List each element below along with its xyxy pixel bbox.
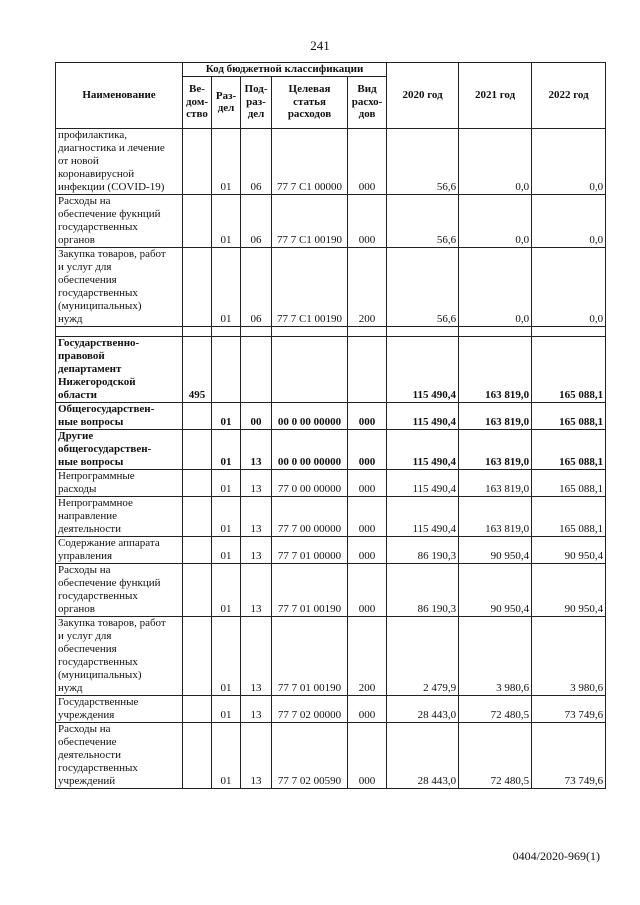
cell-y2020: 56,6 — [387, 247, 459, 326]
cell-y2022: 0,0 — [532, 194, 606, 247]
cell-razdel: 01 — [212, 536, 241, 563]
table-row — [56, 194, 606, 247]
cell-ved — [183, 536, 212, 563]
table-row — [56, 695, 606, 722]
cell-name: Общегосударствен- ные вопросы — [56, 402, 183, 429]
cell-y2022: 73 749,6 — [532, 695, 606, 722]
cell-vid: 200 — [348, 616, 387, 695]
cell-y2020: 86 190,3 — [387, 536, 459, 563]
cell-podrazdel: 06 — [241, 128, 272, 194]
cell-y2021: 163 819,0 — [459, 469, 532, 496]
cell-razdel: 01 — [212, 194, 241, 247]
cell-y2022: 0,0 — [532, 128, 606, 194]
cell-y2020: 115 490,4 — [387, 402, 459, 429]
cell-vid: 000 — [348, 722, 387, 788]
cell-ved — [183, 194, 212, 247]
cell-y2020: 115 490,4 — [387, 336, 459, 402]
cell-vid: 000 — [348, 194, 387, 247]
table-row — [56, 496, 606, 536]
cell-name: Содержание аппарата управления — [56, 536, 183, 563]
header-razdel: Раз- дел — [212, 76, 241, 128]
spacer-cell — [241, 326, 272, 336]
cell-target: 77 0 00 00000 — [272, 469, 348, 496]
table-row — [56, 429, 606, 469]
cell-name: Другие общегосударствен- ные вопросы — [56, 429, 183, 469]
cell-y2022: 165 088,1 — [532, 429, 606, 469]
cell-y2021: 163 819,0 — [459, 402, 532, 429]
cell-y2021: 163 819,0 — [459, 429, 532, 469]
cell-y2022: 90 950,4 — [532, 536, 606, 563]
cell-y2020: 86 190,3 — [387, 563, 459, 616]
cell-y2022: 165 088,1 — [532, 469, 606, 496]
spacer-cell — [183, 326, 212, 336]
table-row — [56, 616, 606, 695]
spacer-cell — [212, 326, 241, 336]
cell-ved — [183, 695, 212, 722]
table-header — [56, 63, 606, 129]
cell-podrazdel: 06 — [241, 194, 272, 247]
header-2020: 2020 год — [387, 63, 459, 129]
table-row — [56, 336, 606, 402]
cell-target: 00 0 00 00000 — [272, 429, 348, 469]
cell-y2022: 165 088,1 — [532, 496, 606, 536]
cell-y2020: 115 490,4 — [387, 429, 459, 469]
cell-name: Непрограммное направление деятельности — [56, 496, 183, 536]
cell-y2021: 90 950,4 — [459, 536, 532, 563]
cell-ved — [183, 616, 212, 695]
cell-name: Расходы на обеспечение деятельности государственных учреждений — [56, 722, 183, 788]
cell-ved — [183, 247, 212, 326]
cell-y2022: 3 980,6 — [532, 616, 606, 695]
cell-y2021: 0,0 — [459, 194, 532, 247]
cell-razdel: 01 — [212, 469, 241, 496]
spacer-cell — [348, 326, 387, 336]
table-row — [56, 722, 606, 788]
cell-name: Государственно- правовой департамент Нижегородской области — [56, 336, 183, 402]
cell-y2021: 163 819,0 — [459, 496, 532, 536]
cell-ved — [183, 722, 212, 788]
spacer-cell — [272, 326, 348, 336]
cell-name: Закупка товаров, работ и услуг для обеспечения государственных (муниципальных) нужд — [56, 247, 183, 326]
cell-target: 77 7 02 00590 — [272, 722, 348, 788]
cell-y2020: 115 490,4 — [387, 469, 459, 496]
table-row — [56, 536, 606, 563]
spacer-cell — [387, 326, 459, 336]
cell-target: 00 0 00 00000 — [272, 402, 348, 429]
cell-target: 77 7 C1 00000 — [272, 128, 348, 194]
header-2022: 2022 год — [532, 63, 606, 129]
cell-y2020: 115 490,4 — [387, 496, 459, 536]
cell-y2021: 163 819,0 — [459, 336, 532, 402]
cell-vid: 200 — [348, 247, 387, 326]
table-row — [56, 469, 606, 496]
cell-target: 77 7 01 00000 — [272, 536, 348, 563]
cell-vid: 000 — [348, 469, 387, 496]
spacer-cell — [532, 326, 606, 336]
cell-target: 77 7 C1 00190 — [272, 247, 348, 326]
cell-y2021: 0,0 — [459, 247, 532, 326]
cell-podrazdel: 13 — [241, 496, 272, 536]
cell-podrazdel: 13 — [241, 722, 272, 788]
budget-table — [55, 62, 606, 789]
cell-razdel: 01 — [212, 496, 241, 536]
cell-y2022: 0,0 — [532, 247, 606, 326]
cell-y2020: 2 479,9 — [387, 616, 459, 695]
table-row — [56, 563, 606, 616]
cell-podrazdel: 13 — [241, 536, 272, 563]
cell-name: Непрограммные расходы — [56, 469, 183, 496]
cell-vid: 000 — [348, 536, 387, 563]
header-ved: Ве- дом- ство — [183, 76, 212, 128]
cell-name: Расходы на обеспечение фукнций государственных органов — [56, 194, 183, 247]
spacer-cell — [459, 326, 532, 336]
spacer-cell — [56, 326, 183, 336]
cell-razdel: 01 — [212, 128, 241, 194]
cell-ved — [183, 128, 212, 194]
cell-target: 77 7 01 00190 — [272, 616, 348, 695]
cell-vid: 000 — [348, 402, 387, 429]
spacer-row — [56, 326, 606, 336]
table-row — [56, 128, 606, 194]
table-row — [56, 247, 606, 326]
cell-name: профилактика, диагностика и лечение от новой коронавирусной инфекции (COVID-19) — [56, 128, 183, 194]
cell-razdel: 01 — [212, 429, 241, 469]
cell-target: 77 7 00 00000 — [272, 496, 348, 536]
cell-podrazdel: 13 — [241, 563, 272, 616]
cell-podrazdel: 00 — [241, 402, 272, 429]
header-target: Целевая статья расходов — [272, 76, 348, 128]
cell-podrazdel: 13 — [241, 616, 272, 695]
cell-podrazdel: 13 — [241, 469, 272, 496]
cell-podrazdel: 13 — [241, 695, 272, 722]
cell-y2020: 28 443,0 — [387, 722, 459, 788]
cell-y2020: 56,6 — [387, 194, 459, 247]
cell-vid: 000 — [348, 695, 387, 722]
cell-ved — [183, 429, 212, 469]
cell-target — [272, 336, 348, 402]
cell-target: 77 7 C1 00190 — [272, 194, 348, 247]
cell-y2020: 28 443,0 — [387, 695, 459, 722]
header-podrazdel: Под- раз- дел — [241, 76, 272, 128]
cell-target: 77 7 02 00000 — [272, 695, 348, 722]
header-name: Наименование — [56, 63, 183, 129]
cell-target: 77 7 01 00190 — [272, 563, 348, 616]
cell-y2022: 73 749,6 — [532, 722, 606, 788]
cell-name: Закупка товаров, работ и услуг для обеспечения государственных (муниципальных) нужд — [56, 616, 183, 695]
cell-vid: 000 — [348, 429, 387, 469]
page-number: 241 — [310, 38, 330, 53]
cell-podrazdel — [241, 336, 272, 402]
cell-y2022: 165 088,1 — [532, 336, 606, 402]
cell-name: Государственные учреждения — [56, 695, 183, 722]
cell-ved: 495 — [183, 336, 212, 402]
cell-y2022: 90 950,4 — [532, 563, 606, 616]
cell-y2021: 90 950,4 — [459, 563, 532, 616]
cell-y2022: 165 088,1 — [532, 402, 606, 429]
cell-razdel: 01 — [212, 616, 241, 695]
header-code-group: Код бюджетной классификации — [183, 63, 387, 77]
cell-y2021: 72 480,5 — [459, 722, 532, 788]
cell-name: Расходы на обеспечение функций государственных органов — [56, 563, 183, 616]
cell-podrazdel: 06 — [241, 247, 272, 326]
header-vid: Вид расхо- дов — [348, 76, 387, 128]
document-code: 0404/2020-969(1) — [512, 849, 600, 863]
cell-razdel: 01 — [212, 563, 241, 616]
cell-razdel — [212, 336, 241, 402]
cell-razdel: 01 — [212, 247, 241, 326]
cell-ved — [183, 469, 212, 496]
cell-y2021: 72 480,5 — [459, 695, 532, 722]
header-2021: 2021 год — [459, 63, 532, 129]
cell-razdel: 01 — [212, 695, 241, 722]
cell-y2020: 56,6 — [387, 128, 459, 194]
cell-y2021: 0,0 — [459, 128, 532, 194]
cell-razdel: 01 — [212, 402, 241, 429]
cell-vid: 000 — [348, 496, 387, 536]
cell-vid: 000 — [348, 563, 387, 616]
cell-vid: 000 — [348, 128, 387, 194]
cell-ved — [183, 402, 212, 429]
table-body — [56, 128, 606, 788]
cell-razdel: 01 — [212, 722, 241, 788]
table-row — [56, 402, 606, 429]
cell-vid — [348, 336, 387, 402]
cell-ved — [183, 563, 212, 616]
cell-podrazdel: 13 — [241, 429, 272, 469]
cell-y2021: 3 980,6 — [459, 616, 532, 695]
cell-ved — [183, 496, 212, 536]
